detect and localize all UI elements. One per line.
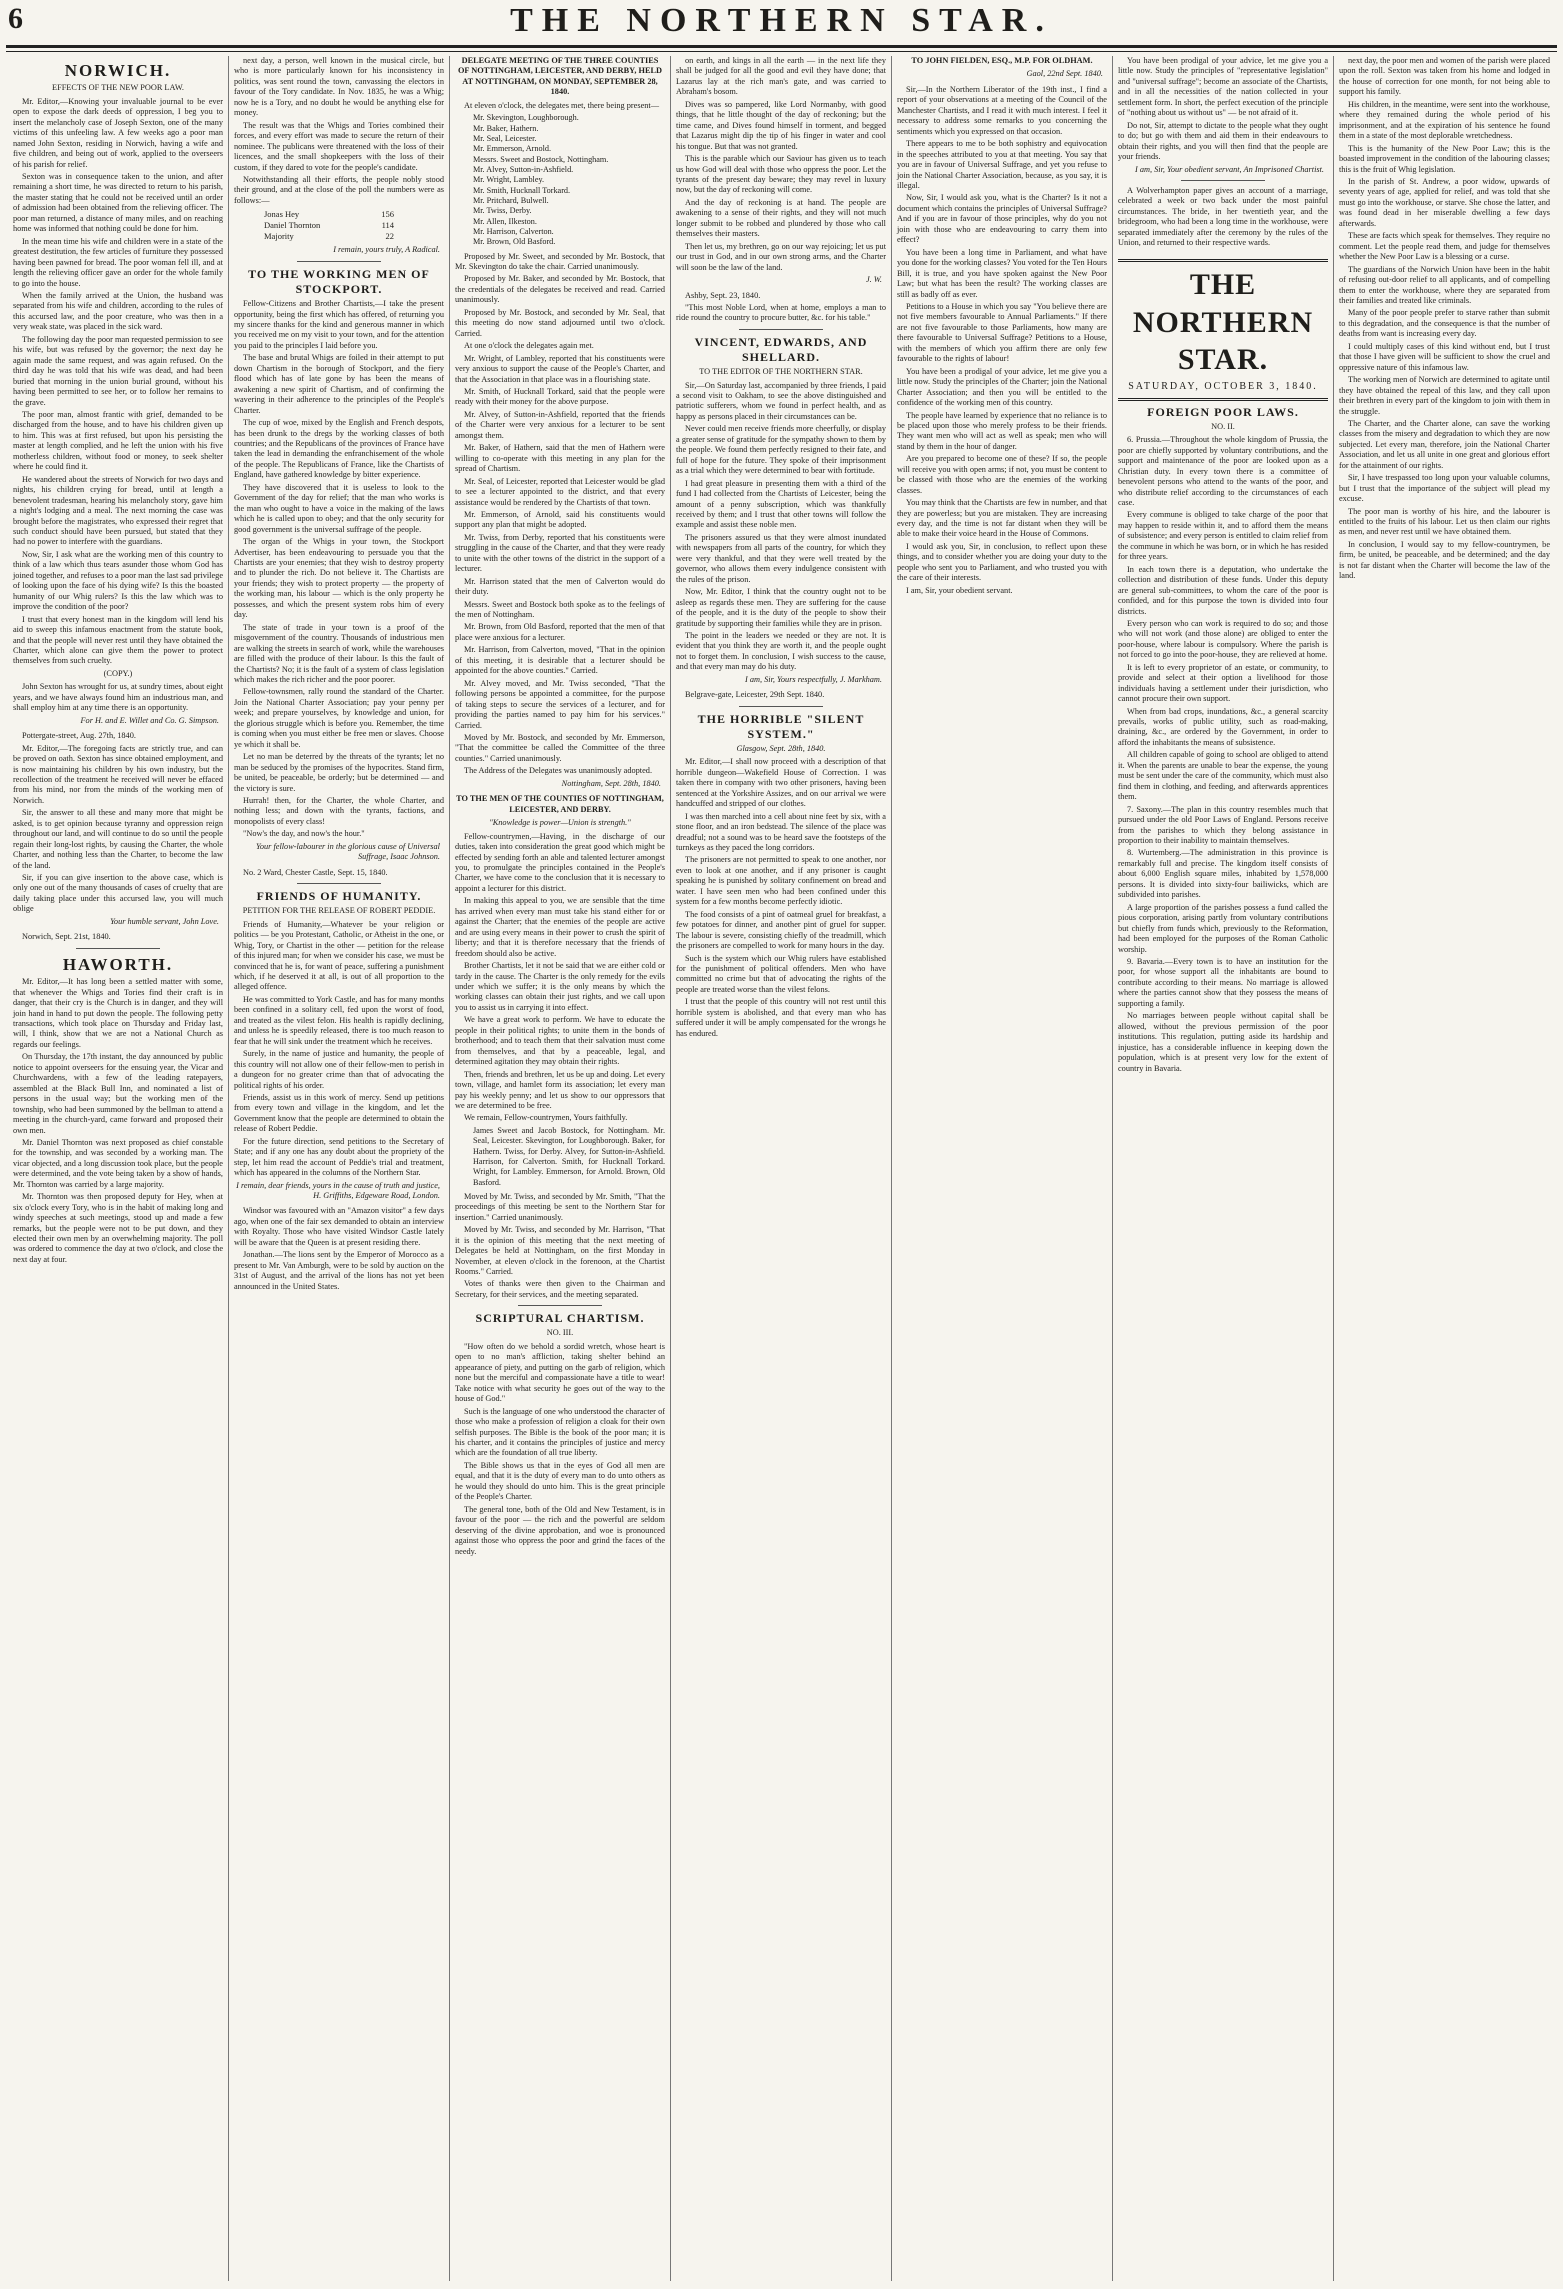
signature: Nottingham, Sept. 28th, 1840. [561,778,661,788]
dateline: Gaol, 22nd Sept. 1840. [1026,69,1103,79]
candidate-name: Daniel Thornton [264,220,321,231]
paragraph: Such is the system which our Whig rulers have established for the punishment of political offenders. Men who have committed no crime but that of advocating the rights of the people are treated worse than the vilest felons. [676,953,886,994]
paragraph: Notwithstanding all their efforts, the people nobly stood their ground, and at the close of the poll the numbers were as follows:— [234,174,444,205]
paragraph: The general tone, both of the Old and New Testament, is in favour of the poor — the rich and the powerful are seldom deserving of the divine approbation, and woe is pronounced against those who oppress the poor and grind the faces of the needy. [455,1504,665,1556]
paragraph: I had great pleasure in presenting them with a third of the fund I had collected from the Chartists of Leicester, being the amount of a penny subscription, which was thankfully received by them; and I trust that other towns will follow the example and assist these noble men. [676,478,886,530]
column-4 [671,56,892,2281]
paragraph: Mr. Emmerson, of Arnold, said his constituents would support any plan that might be adopted. [455,509,665,530]
article-heading-haworth: HAWORTH. [62,954,174,974]
article-body [455,1192,665,1301]
paragraph: We remain, Fellow-countrymen, Yours faithfully. [464,1113,628,1123]
paragraph: In the mean time his wife and children were in a state of the greatest destitution, the few articles of furniture they possessed having been pawned for bread. The poor woman fell ill, and at length the relieving officer gave an order for the whole family to go into the house. [13,236,223,288]
paragraph: I am, Sir, your obedient servant. [906,585,1013,595]
article-body [897,85,1107,596]
certificate-label: (COPY.) [103,668,133,678]
paragraph: 9. Bavaria.—Every town is to have an institution for the poor, for whose support all the inhabitants are bound to contribute according to their means. No marriage is allowed where the parties cannot show that they possess the means of supporting a family. [1118,957,1328,1008]
paragraph: The Charter, and the Charter alone, can save the working classes from the misery and degradation to which they are now subjected. Let every man, therefore, join the National Charter Association, and let us all unite in one great and glorious effort for the attainment of our rights. [1339,418,1550,470]
divider [76,948,160,949]
list-item: Mr. Baker, Hathern. [473,123,539,133]
paragraph: For the future direction, send petitions to the Secretary of State; and if any one has any doubt about the propriety of the step, let him read the account of Peddie's trial and treatment, which has appeared in the columns of the Northern Star. [234,1136,444,1178]
list-item: Mr. Allen, Ilkeston. [473,216,537,226]
paragraph: Mr. Harrison stated that the men of Calverton would do their duty. [455,576,665,597]
paragraph: Moved by Mr. Bostock, and seconded by Mr. Emmerson, "That the committee be called the Committee of the three counties." Carried unanimously. [455,733,665,763]
paragraph: Proposed by Mr. Baker, and seconded by Mr. Bostock, that the credentials of the delegates be received and read. Carried unanimously. [455,274,665,305]
article-body [234,920,444,1179]
article-heading-foreign-poor-laws: FOREIGN POOR LAWS. [1147,404,1299,419]
paragraph: Do not, Sir, attempt to dictate to the people what they ought to do; but go with them and aid them in their endeavours to obtain their rights, and you will then find that the people are your friends. [1118,120,1328,162]
paragraph: I would ask you, Sir, in conclusion, to reflect upon these things, and to consider whether you are doing your duty to the people who sent you to Parliament, and who trusted you with the care of their interests. [897,541,1107,583]
paragraph: The food consists of a pint of oatmeal gruel for breakfast, a few potatoes for dinner, and another pint of gruel for supper. The labour is severe, consisting chiefly of the treadmill, which the prisoners are compelled to work for many hours in the day. [676,909,886,951]
paragraph: I was then marched into a cell about nine feet by six, with a stone floor, and an iron bedstead. The silence of the place was dreadful; not a sound was to be heard save the footsteps of the turnkeys as they paced the long corridors. [676,811,886,852]
article-subheading: EFFECTS OF THE NEW POOR LAW. [52,83,184,93]
paragraph: Many of the poor people prefer to starve rather than submit to this degradation, and the consequence is that the number of deaths from want is increasing every day. [1339,308,1550,339]
paragraph: You have been a prodigal of your advice, let me give you a little now. Study the principles of the Charter; join the National Charter Association; and then you will be entitled to the confidence of the working men of this country. [897,366,1107,408]
article-subheading: NO. II. [1211,421,1235,431]
paragraph: Votes of thanks were then given to the Chairman and Secretary, for their services, and the meeting separated. [455,1279,665,1299]
article-body [13,744,223,915]
paragraph: The base and brutal Whigs are foiled in their attempt to put down Chartism in the borough of Stockport, and the fiery flood which has of late gone by has been the means of awakening a new spirit of Chartism, and of confirming the wavering in their adherence to the principles of the People's Charter. [234,353,444,415]
paragraph: Mr. Twiss, from Derby, reported that his constituents were struggling in the cause of the Charter, and that they were ready to unite with the other towns of the district in the support of a lecturer. [455,532,665,574]
paragraph: The poor man is worthy of his hire, and the labourer is entitled to the fruits of his labour. Let us then claim our rights as men, and never rest until we have obtained them. [1339,506,1550,537]
paragraph: Petitions to a House in which you say "You believe there are not five members favourable to Annual Parliaments." If there are not five favourable to those Parliaments, how many are there favourable to Universal Suffrage? Petitions to a House, with the members of which you affirm there are only few favourable to the rights of labour! [897,301,1107,364]
article-body [1118,186,1328,249]
paragraph: next day, the poor men and women of the parish were placed upon the roll. Sexton was taken from his home and lodged in the house of correction for one month, for not being able to support his family. [1339,56,1550,97]
paragraph: Mr. Editor,—I shall now proceed with a description of that horrible dungeon—Wakefield House of Correction. I was taken there in company with two other prisoners, having been sentenced at the Yorkshire Assizes, and on our arrival we were handcuffed and stripped of our clothes. [676,757,886,809]
paragraph: This is the parable which our Saviour has given us to teach us how God will deal with those who oppress the poor. Let the tyrants of the present day beware; they may revel in luxury now, but the day of reckoning will come. [676,154,886,195]
paragraph: I trust that every honest man in the kingdom will lend his aid to sweep this infamous enactment from the statute book, and that the people will never rest until they have obtained the Charter, which alone can give them the power to protect themselves from such cruelty. [13,614,223,666]
divider [1181,180,1265,181]
editorial-masthead [1118,259,1328,401]
vote-count: 22 [385,230,394,241]
paragraph: Sir,—In the Northern Liberator of the 19th inst., I find a report of your observations at a meeting of the Council of the Manchester Chartists, and I read it with much interest. I feel it necessary to address some remarks to you concerning the sentiments which you expressed on that occasion. [897,84,1107,136]
masthead-rule-thin [6,51,1557,52]
paragraph: 8. Wurtemberg.—The administration in this province is remarkably full and precise. The kingdom itself consists of about 6,000 English square miles, inhabited by 1,578,000 persons. It is divided into sixty-four bailiwicks, which are subdivided into parishes. [1118,848,1328,900]
paragraph: 7. Saxony.—The plan in this country resembles much that pursued under the old Poor Laws of England. Persons receive from the parishes to which they belong assistance in proportion to their inability to maintain themselves. [1118,804,1328,846]
paragraph: At eleven o'clock, the delegates met, there being present— [464,100,660,110]
paragraph: Mr. Smith, of Hucknall Torkard, said that the people were ready with their money for the above purpose. [455,386,665,407]
editorial-date: SATURDAY, OCTOBER 3, 1840. [1128,381,1318,393]
signature: J. W. [865,275,882,285]
column-6 [1113,56,1334,2281]
paragraph: Proposed by Mr. Bostock, and seconded by Mr. Seal, that this meeting do now stand adjourned until two o'clock. Carried. [455,307,665,338]
list-item: Mr. Alvey, Sutton-in-Ashfield. [473,164,574,174]
paragraph: Mr. Editor,—It has long been a settled matter with some, that whenever the Whigs and Tories find their craft is in danger, that their cry is the Church is in danger, and they will join hand in hand to put down the people. The following petty transactions, which took place on Thursday and Friday last, will, I think, show that we are not a National Church as regards our feelings. [13,977,223,1049]
list-item: Mr. Twiss, Derby. [473,206,532,216]
paragraph: Let no man be deterred by the threats of the tyrants; let no man be seduced by the promises of the hypocrites. Stand firm, be united, be peaceable, be orderly; but be determined — and the victory is sure. [234,752,444,793]
column-3 [450,56,671,2281]
dateline: Pottergate-street, Aug. 27th, 1840. [22,731,136,741]
article-heading-address: TO THE MEN OF THE COUNTIES OF NOTTINGHAM, LEICESTER, AND DERBY. [456,794,664,814]
editorial-title: THE NORTHERN STAR. [1132,267,1314,377]
candidate-name: Majority [264,230,294,241]
article-body [234,56,444,206]
article-body [676,381,886,673]
paragraph: The cup of woe, mixed by the English and French despots, has been drunk to the dregs by the working classes of both countries; and the Republicans of the provinces of France have taken the lead in demanding the enfranchisement of the whole of the people. The Republicans of France, like the Chartists of England, have gathered knowledge by bitter experience. [234,418,444,480]
paragraph: Jonathan.—The lions sent by the Emperor of Morocco as a present to Mr. Van Amburgh, were to be sold by auction on the 31st of August, and the arrival of the lions has not yet been announced in the United States. [234,1250,444,1291]
paragraph: He was committed to York Castle, and has for many months been confined in a solitary cell, fed upon the worst of food, and treated as the vilest felon. His health is rapidly declining, and unless he is speedily released, there is too much reason to fear that he will sink under the treatment which he receives. [234,994,444,1046]
paragraph: And the day of reckoning is at hand. The people are awakening to a sense of their rights, and they will not much longer submit to be robbed and plundered by those who call themselves their masters. [676,197,886,239]
paragraph: "How often do we behold a sordid wretch, whose heart is open to no man's affliction, taking shelter behind an appearance of piety, and putting on the garb of religion, which none but the merciful and compassionate have a title to wear! Take notice with what security he goes out of the way to the house of God." [455,1341,665,1404]
list-item: Mr. Pritchard, Bulwell. [473,195,549,205]
article-body [1339,56,1550,582]
paragraph: Are you prepared to become one of these? If so, the people will receive you with open arms; if not, you must be content to be classed with those who are the enemies of the working classes. [897,454,1107,495]
paragraph: Moved by Mr. Twiss, and seconded by Mr. Smith, "That the proceedings of this meeting be sent to the Northern Star for insertion." Carried unanimously. [455,1191,665,1222]
list-item: Mr. Smith, Hucknall Torkard. [473,185,571,195]
paragraph: Mr. Wright, of Lambley, reported that his constituents were very anxious to support the cause of the People's Charter, and that the Association in that place was in a flourishing state. [455,353,665,384]
paragraph: Sir, the answer to all these and many more that might be asked, is to get opinion because tyranny and oppression reign throughout our land, and will continue to do so until the people regain their long-lost rights, by causing the Charter, the whole Charter, and nothing less than the Charter, to become the law of the land. [13,808,223,870]
paragraph: Mr. Thornton was then proposed deputy for Hey, when at six o'clock every Tory, who is in the habit of making long and windy speeches at such meetings, stood up and made a few remarks, but the people were not to be put down, and they elected their own men by an overwhelming majority. The poll was ordered to commence the day at two o'clock, and close the next day at four. [13,1192,223,1264]
article-subheading: TO THE EDITOR OF THE NORTHERN STAR. [699,367,863,377]
list-item: Mr. Wright, Lambley. [473,175,545,185]
article-body [13,977,223,1265]
divider [739,329,823,330]
article-subheading: NO. III. [546,1328,574,1338]
article-heading-silent-system: THE HORRIBLE "SILENT SYSTEM." [697,711,865,741]
epigraph: "Knowledge is power—Union is strength." [489,818,631,828]
poll-row [264,220,394,231]
paragraph: There appears to me to be both sophistry and equivocation in the speeches attributed to you at that meeting. You say that you are in favour of Universal Suffrage, and yet you refuse to join the National Charter Association, because, as you say, it is illegal. [897,139,1107,190]
poll-row [264,209,394,220]
paragraph: Surely, in the name of justice and humanity, the people of this country will not allow one of their fellow-men to perish in a dungeon for no greater crime than that of advocating the political rights of his order. [234,1049,444,1090]
paragraph: Sir, I have trespassed too long upon your valuable columns, but I trust that the importance of the subject will plead my excuse. [1339,473,1550,504]
list-item: Mr. Skevington, Loughborough. [473,113,579,123]
paragraph: Messrs. Sweet and Bostock both spoke as to the feelings of the men of Nottingham. [455,599,665,620]
article-body [455,832,665,1124]
paragraph: You have been a long time in Parliament, and what have you done for the working classes? You voted for the Ten Hours Bill, it is true, and you have spoken against the New Poor Law; but what has been the result? The working classes are still as badly off as ever. [897,247,1107,299]
paragraph: Mr. Alvey, of Sutton-in-Ashfield, reported that the friends of the Charter were very anxious for a lecturer to be sent amongst them. [455,409,665,440]
paragraph: Mr. Baker, of Hathern, said that the men of Hathern were willing to co-operate with this meeting in any plan for the spread of Chartism. [455,443,665,474]
paragraph: Mr. Harrison, from Calverton, moved, "That in the opinion of this meeting, it is desirable that a lecturer should be appointed for the above counties." Carried. [455,645,665,676]
divider [297,883,381,884]
paragraph: You may think that the Chartists are few in number, and that they are powerless; but you are mistaken. They are increasing every day, and the time is not far distant when they will be able to make their voice heard in the House of Commons. [897,498,1107,539]
paragraph: This is the humanity of the New Poor Law; this is the boasted improvement in the condition of the labouring classes; this is the fruit of Whig legislation. [1339,143,1550,174]
paragraph: The Bible shows us that in the eyes of God all men are equal, and that it is the duty of every man to do unto others as he would they should do unto him. This is the great principle of the People's Charter. [455,1460,665,1502]
paragraph: Brother Chartists, let it not be said that we are either cold or tardy in the cause. The Charter is the only remedy for the evils under which we suffer; it is the only means by which the working classes can obtain their just rights, and we call upon you to assist us in carrying it into effect. [455,961,665,1012]
footnote-block [676,303,886,324]
masthead [0,0,1563,62]
paragraph: Mr. Seal, of Leicester, reported that Leicester would be glad to see a lecturer appointed to the district, and that every assistance would be rendered by the Chartists of that town. [455,476,665,507]
columns [8,56,1555,2281]
paragraph: Now, Mr. Editor, I think that the country ought not to be asleep as regards these men. They are suffering for the cause of the people, and it is the duty of the people to show their gratitude by supporting their families while they are in prison. [676,587,886,628]
paragraph: Dives was so pampered, like Lord Normanby, with good things, that he little thought of the day of reckoning; but the time came, and Dives found himself in torment, and begged that Lazarus might dip the tip of his finger in water and cool his tongue. But that was not granted. [676,99,886,151]
list-item: Mr. Seal, Leicester. [473,133,537,143]
poll-row [264,231,394,242]
paragraph: In the parish of St. Andrew, a poor widow, upwards of seventy years of age, applied for relief, and was told that she must go into the workhouse, or starve. She chose the latter, and was found dead in her miserable dwelling a few days afterwards. [1339,176,1550,228]
article-body [676,757,886,1039]
divider [518,1305,602,1306]
paragraph: next day, a person, well known in the musical circle, but who is more particularly known for his inconsistency in politics, was sent round the town, canvassing the electors in favour of the Tory candidate. In Nov. 1835, he was a Whig; now he is a Tory, and no doubt he would be anything else for money. [234,56,444,118]
paragraph: The people have learned by experience that no reliance is to be placed upon those who merely profess to be their friends. They want men who will act as well as speak; men who will stand by them in the hour of danger. [897,410,1107,451]
article-body [455,1342,665,1557]
dateline: Belgrave-gate, Leicester, 29th Sept. 1840. [685,690,825,700]
paragraph: Never could men receive friends more cheerfully, or display a greater sense of gratitude for the sympathy shown to them by the people. We found them perfectly resigned to their fate, and full of hope for the future. They spoke of their imprisonment as a trial which they were determined to bear with fortitude. [676,424,886,476]
newspaper-title: THE NORTHERN STAR. [510,2,1053,39]
masthead-rule [6,45,1557,48]
article-subheading: PETITION FOR THE RELEASE OF ROBERT PEDDIE. [242,906,436,916]
paragraph: Hurrah! then, for the Charter, the whole Charter, and nothing less; and down with the tyrants, factions, and monopolists of every class! [234,795,444,826]
article-body [1118,435,1328,1074]
paragraph: Fellow-Citizens and Brother Chartists,—I take the present opportunity, being the first which has offered, of returning you my sincere thanks for the kind and generous manner in which you received me on my visit to your town, and for the attention you paid to the principles I laid before you. [234,299,444,350]
signature: I am, Sir, Your obedient servant, An Imprisoned Chartist. [1135,164,1324,174]
list-item: Mr. Emmerson, Arnold. [473,144,552,154]
paragraph: When from bad crops, inundations, &c., a general scarcity prevails, works of public utility, such as road-making, draining, &c., are ordered by the Government, in order to afford the inhabitants the means of subsistence. [1118,706,1328,747]
delegate-list [473,113,665,247]
paragraph: They have discovered that it is useless to look to the Government of the day for relief; that the man who works is the man who ought to have a voice in the making of the laws which he is called upon to obey; and that the only security for good government is the universal suffrage of the people. [234,482,444,534]
paragraph: 6. Prussia.—Throughout the whole kingdom of Prussia, the poor are chiefly supported by voluntary contributions, and the support and maintenance of the poor are looked upon as a Christian duty. In every town there is a committee of benevolent persons who attend to the wants of the poor, and who distribute relief according to the circumstances of each case. [1118,435,1328,507]
column-7 [1334,56,1555,2281]
paragraph: Every commune is obliged to take charge of the poor that may happen to reside within it, and to afford them the means of subsistence; and every person is entitled to claim relief from the commune in which he was born, or in which he has resided for three years. [1118,510,1328,562]
paragraph: No marriages between people without capital shall be allowed, without the previous permission of the poor institutions. This regulation, putting aside its hardship and injustice, has a considerable influence in keeping down the population, which is at present very low for the extent of country in Bavaria. [1118,1011,1328,1073]
article-body [234,1206,444,1292]
paragraph: John Sexton has wrought for us, at sundry times, about eight years, and we have always found him an industrious man, and shall employ him at any time there is an opportunity. [13,682,223,713]
paragraph: Mr. Daniel Thornton was next proposed as chief constable for the township, and was seconded by a working man. The vicar objected, and a long discussion took place, but the people were determined, and the vote being taken by a show of hands, Mr. Thornton was carried by a large majority. [13,1137,223,1189]
column-5 [892,56,1113,2281]
signature: Your fellow-labourer in the glorious cause of Universal Suffrage, Isaac Johnson. [256,841,440,862]
paragraph: We have a great work to perform. We have to educate the people in their political rights; to unite them in the bonds of brotherhood; and to teach them that their salvation must come from themselves, and that by a peaceable, legal, and determined agitation they may obtain their rights. [455,1015,665,1067]
paragraph: Mr. Alvey moved, and Mr. Twiss seconded, "That the following persons be appointed a committee, for the purpose of taking steps to secure the services of a lecturer, and for providing the parties named to pay him for his services." Carried. [455,678,665,730]
article-heading-stockport: TO THE WORKING MEN OF STOCKPORT. [248,266,430,297]
article-body [676,56,886,273]
article-body [455,252,665,777]
column-2 [229,56,450,2281]
paragraph: The result was that the Whigs and Tories combined their forces, and every effort was made to secure the return of their nominee. The publicans were threatened with the loss of their licences, and the small shopkeepers with the loss of their custom, if they dared to vote for the people's candidate. [234,120,444,172]
paragraph: I could multiply cases of this kind without end, but I trust that those I have given will be sufficient to show the cruel and oppressive nature of this infamous law. [1339,341,1550,372]
paragraph: The state of trade in your town is a proof of the misgovernment of the country. Thousands of industrious men are walking the streets in search of work, while the warehouses are filled with the produce of their labour. Is this the fault of the Chartists? No; it is the fault of a system of class legislation which makes the rich richer and the poor poorer. [234,622,444,684]
paragraph: On Thursday, the 17th instant, the day announced by public notice to appoint overseers for the ensuing year, the Vicar and Churchwardens, with a few of the leading ratepayers, assembled at the Black Bull Inn, and nominated a list of persons in the usual way; but the working men of the township, who had been summoned by the bellman to attend a meeting in the church-yard, came forward and proposed their own men. [13,1052,223,1135]
article-heading-fielden: TO JOHN FIELDEN, ESQ., M.P. FOR OLDHAM. [911,56,1093,65]
paragraph: The prisoners are not permitted to speak to one another, nor even to look at one another, and if any prisoner is caught speaking he is punished by solitary confinement on bread and water. I have seen men who had been confined under this system for a few months become perfectly idiotic. [676,855,886,907]
article-heading-delegate-meeting: DELEGATE MEETING OF THE THREE COUNTIES OF NOTTINGHAM, LEICESTER, AND DERBY, HELD AT NOTTINGHAM, ON MONDAY, SEPTEMBER 28, 1840. [457,56,663,97]
paragraph: The prisoners assured us that they were almost inundated with newspapers from all parts of the country, for which they were very thankful, and that they were well treated by the governor, who allows them every indulgence consistent with the rules of the prison. [676,532,886,584]
signatories [473,1126,665,1188]
paragraph: I trust that the people of this country will not rest until this horrible system is abolished, and that every man who has suffered under it will be amply compensated for the wrongs he has endured. [676,997,886,1038]
paragraph: The working men of Norwich are determined to agitate until they have obtained the repeal of this law, and they call upon their brethren in every part of the kingdom to join with them in the struggle. [1339,375,1550,416]
paragraph: Every person who can work is required to do so; and those who will not work (and those alone) are obliged to enter the poor-house, where labour is compulsory. Where the parish is not forced to go into the poor-house, they are relieved at home. [1118,618,1328,660]
paragraph: Friends, assist us in this work of mercy. Send up petitions from every town and village in the kingdom, and let the Government know that the people are determined to obtain the release of Robert Peddie. [234,1092,444,1134]
paragraph: The poor man, almost frantic with grief, demanded to be discharged from the house, and to have his children given up to him. This was at first refused, but upon his persisting the master at length complied, and he left the union with his five motherless children, without food or money, to seek shelter where he could find it. [13,410,223,472]
paragraph: Proposed by Mr. Sweet, and seconded by Mr. Bostock, that Mr. Skevington do take the chair. Carried unanimously. [455,251,665,271]
dateline: Ashby, Sept. 23, 1840. [685,290,761,300]
article-heading-scriptural-chartism: SCRIPTURAL CHARTISM. [475,1311,645,1326]
article-body [1118,56,1328,163]
paragraph: You have been prodigal of your advice, let me give you a little now. Study the principles of "representative legislation" and "universal suffrage"; become an associate of the Chartists, and in all the necessities of the nation collected in your settlement form. In short, the perfect execution of the principle of "nothing about us without us" — be not afraid of it. [1118,56,1328,118]
candidate-name: Jonas Hey [264,209,300,220]
column-1 [8,56,229,2281]
signature: Your humble servant, John Love. [110,916,219,926]
article-body [13,97,223,667]
paragraph: He wandered about the streets of Norwich for two days and nights, his children crying for bread, until at length a benevolent tradesman, hearing his melancholy story, gave him a night's lodging and a meal. The next morning the case was brought before the magistrates, who expressed their regret that such conduct should have been pursued, but stated that they had no power to interfere with the guardians. [13,474,223,547]
page-number: 6 [8,2,23,35]
date-block [676,291,886,301]
paragraph: At one o'clock the delegates again met. [464,341,594,351]
paragraph: The guardians of the Norwich Union have been in the habit of refusing out-door relief to all applicants, and of compelling them to enter the workhouse, where they are separated from their families and treated like criminals. [1339,264,1550,305]
address-block [234,868,444,878]
paragraph: Sir,—On Saturday last, accompanied by three friends, I paid a second visit to Oakham, to see the above distinguished and patriotic sufferers, whom we found in perfect health, and as happy as persons placed in their circumstances can be. [676,380,886,421]
paragraph: Friends of Humanity,—Whatever be your religion or politics — be you Protestant, Catholic, or Atheist in the one, or Whig, Tory, or Chartist in the other — petition for the release of this injured man; for when we consider his case, we must be convinced that he is, for want of peace, suffering a punishment which, if he deserved it at all, is out of all proportion to the alleged offence. [234,919,444,992]
paragraph: Then let us, my brethren, go on our way rejoicing; let us put our trust in God, and in our own strong arms, and the Charter will soon be the law of the land. [676,241,886,272]
paragraph: on earth, and kings in all the earth — in the next life they shall be judged for all the good and evil they have done; that Lazarus lay at the rich man's gate, and was carried to Abraham's bosom. [676,56,886,97]
paragraph: These are facts which speak for themselves. They require no comment. Let the people read them, and judge for themselves whether the New Poor Law is a blessing or a curse. [1339,231,1550,262]
paragraph: Sexton was in consequence taken to the union, and after remaining a short time, he was directed to return to his parish, the master stating that he could not be received until an order of admission had been obtained from the relieving officer. The poor man returned, a distance of many miles, and on reaching home was informed that nothing could be done for him. [13,172,223,234]
divider [297,261,381,262]
list-item: Mr. Harrison, Calverton. [473,226,554,236]
paragraph: Fellow-townsmen, rally round the standard of the Charter. Join the National Charter Association; pay your penny per week; and prepare yourselves, by knowledge and union, for the glorious struggle which is before you. Remember, the time is coming when you must either be free men or slaves. Choose ye which it shall be. [234,687,444,749]
vote-count: 114 [381,220,394,231]
paragraph: Now, Sir, I ask what are the working men of this country to think of a law which thus tears asunder those whom God has joined together, and refuses to a poor man the last sad privilege of looking upon the face of his dying wife? Is this the boasted humanity of our Whig rulers? Is this the law which was to improve the condition of the poor? [13,549,223,612]
paragraph: In each town there is a deputation, who undertake the collection and distribution of these funds. Under this deputy are general sub-committees, to whom the care of the poor is confided, and for this purpose the town is divided into four districts. [1118,564,1328,616]
paragraph: Windsor was favoured with an "Amazon visitor" a few days ago, when one of the fair sex demanded to obtain an interview with Royalty. Those who have visited Windsor Castle lately will be aware that the Queen is at present residing there. [234,1206,444,1247]
paragraph: The point in the leaders we needed or they are not. It is evident that you think they are worth it, and the people ought not to forget them. In conclusion, I wish success to the cause, and that every man may do his duty. [676,630,886,672]
paragraph: The following day the poor man requested permission to see his wife, but was refused by the governor; the next day he again made the same request, and was again refused. On the third day he was told that his wife was dead, and had been buried that morning in the union burial ground, without his having been permitted to see her, or to follow her remains to the grave. [13,334,223,407]
paragraph: All children capable of going to school are obliged to attend it. When the parents are unable to bear the expense, the young must be sent under the care of the community, which must also find them in clothing, and feeding, and afterwards apprentices them. [1118,750,1328,802]
paragraph: Sir, if you can give insertion to the above case, which is only one out of the many thousands of cases of cruelty that are daily taking place under this accursed law, you will much oblige [13,873,223,914]
signature: I remain, yours truly, A Radical. [333,245,440,255]
paragraph: Mr. Editor,—The foregoing facts are strictly true, and can be proved on oath. Sexton has since obtained employment, and is now maintaining his children by his own industry, but the recollection of the treatment he received will never be effaced from his mind, nor from the minds of the working men of Norwich. [13,743,223,805]
article-heading-norwich: NORWICH. [64,61,172,80]
paragraph: The organ of the Whigs in your town, the Stockport Advertiser, has been endeavouring to persuade you that the Chartists are your enemies; that they wish to destroy property and to plunder the rich. Do not believe it. The Chartists are your friends; they wish to protect property — the property of the working man, his labour — which is the only property he possesses, and which the present system robs him of every day. [234,537,444,620]
paragraph: Moved by Mr. Twiss, and seconded by Mr. Harrison, "That it is the opinion of this meeting that the next meeting of Delegates be held at Nottingham, on the first Monday in November, at eleven o'clock in the forenoon, at the Chartist Rooms." Carried. [455,1225,665,1277]
dateline: No. 2 Ward, Chester Castle, Sept. 15, 1840. [243,867,388,877]
paragraph: In making this appeal to you, we are sensible that the time has arrived when every man must take his stand either for or against the Charter; that the enemies of the people are active and are using every means in their power to crush the spirit of liberty; and that it is therefore necessary that the friends of freedom should also be active. [455,896,665,958]
article-intro [455,101,665,111]
divider [739,706,823,707]
paragraph: When the family arrived at the Union, the husband was separated from his wife and children, according to the rules of this accursed law, and the poor creature, who was then in a very weak state, was placed in the sick ward. [13,291,223,332]
vote-count: 156 [381,209,394,220]
paragraph: Mr. Brown, from Old Basford, reported that the men of that place were anxious for a lecturer. [455,622,665,642]
signature: I remain, dear friends, yours in the cause of truth and justice, H. Griffiths, Edgeware Road, London. [236,1180,440,1201]
paragraph: Such is the language of one who understood the character of those who make a profession of religion a cloak for their own selfish purposes. The Bible is the book of the poor man; it is his charter, and it contains the principles of justice and mercy which are the foundation of all true liberty. [455,1406,665,1458]
date-block [13,932,223,942]
article-heading-humanity: FRIENDS OF HUMANITY. [256,889,422,904]
paragraph: The Address of the Delegates was unanimously adopted. [464,766,653,776]
certificate-date [13,731,223,741]
poll-results [264,209,444,241]
article-heading-vincent: VINCENT, EDWARDS, AND SHELLARD. [694,334,868,364]
paragraph: Fellow-countrymen,—Having, in the discharge of our duties, taken into consideration the great good which might be effected by sending forth an able and talented lecturer amongst you, to promulgate the principles contained in the People's Charter, we have come to the conclusion that it is necessary to appoint a lecturer for this district. [455,831,665,893]
article-body [234,299,444,840]
signature: For H. and E. Willet and Co. G. Simpson. [80,715,219,725]
certificate-body [13,682,223,713]
paragraph: In conclusion, I would say to my fellow-countrymen, be firm, be united, be peaceable, and be determined; and the day is not far distant when the Charter will become the law of the land. [1339,539,1550,581]
paragraph: Mr. Editor,—Knowing your invaluable journal to be ever open to expose the dark deeds of oppression, I beg you to insert the melancholy case of Joseph Sexton, one of the many victims of this unfeeling law. A few weeks ago a poor man named John Sexton, residing in Norwich, having a wife and five children, and being out of work, applied to the overseers of his parish for relief. [13,96,223,169]
signatory-list: James Sweet and Jacob Bostock, for Nottingham. Mr. Seal, Leicester. Skevington, for Loughborough. Baker, for Hathern. Twiss, for Derby. Alvey, for Sutton-in-Ashfield. Harrison, for Calverton. Smith, for Hucknall Torkard. Wright, for Lambley. Emmerson, for Arnold. Brown, Old Basford. [473,1125,665,1187]
list-item: Messrs. Sweet and Bostock, Nottingham. [473,154,609,164]
signature: I am, Sir, Yours respectfully, J. Markham. [745,674,882,684]
date-block [676,690,886,700]
paragraph: Now, Sir, I would ask you, what is the Charter? Is it not a document which contains the principles of Universal Suffrage? And if you are in favour of those principles, why do you not join with those who are endeavouring to carry them into effect? [897,193,1107,245]
paragraph: A large proportion of the parishes possess a fund called the pious corporation, arising partly from voluntary contributions but chiefly from funds which, previously to the Reformation, had been employed for the purposes of the Roman Catholic worship. [1118,902,1328,954]
footnote: "This most Noble Lord, when at home, employs a man to ride round the country to procure butter, &c. for his table." [676,302,886,323]
paragraph: It is left to every proprietor of an estate, or community, to provide and select at their option a livelihood for those individuals having a settlement under their jurisdiction, who cannot procure their own support. [1118,662,1328,704]
paragraph: Then, friends and brethren, let us be up and doing. Let every town, village, and hamlet form its association; let every man pay his weekly penny; and let us show to our oppressors that we are determined to be free. [455,1069,665,1110]
dateline: Norwich, Sept. 21st, 1840. [22,932,111,942]
paragraph: A Wolverhampton paper gives an account of a marriage, celebrated a week or two back under the most painful circumstances. The bride, in her twentieth year, and the bridegroom, who had been a long time in the workhouse, were separated immediately after the ceremony by the rules of the Union, and returned to their respective wards. [1118,185,1328,248]
paragraph: "Now's the day, and now's the hour." [243,829,365,839]
dateline: Glasgow, Sept. 28th, 1840. [736,743,826,753]
paragraph: His children, in the meantime, were sent into the workhouse, where they remained during the whole period of his imprisonment, and at the expiration of his sentence he found them in a state of the most deplorable wretchedness. [1339,99,1550,141]
list-item: Mr. Brown, Old Basford. [473,237,556,247]
